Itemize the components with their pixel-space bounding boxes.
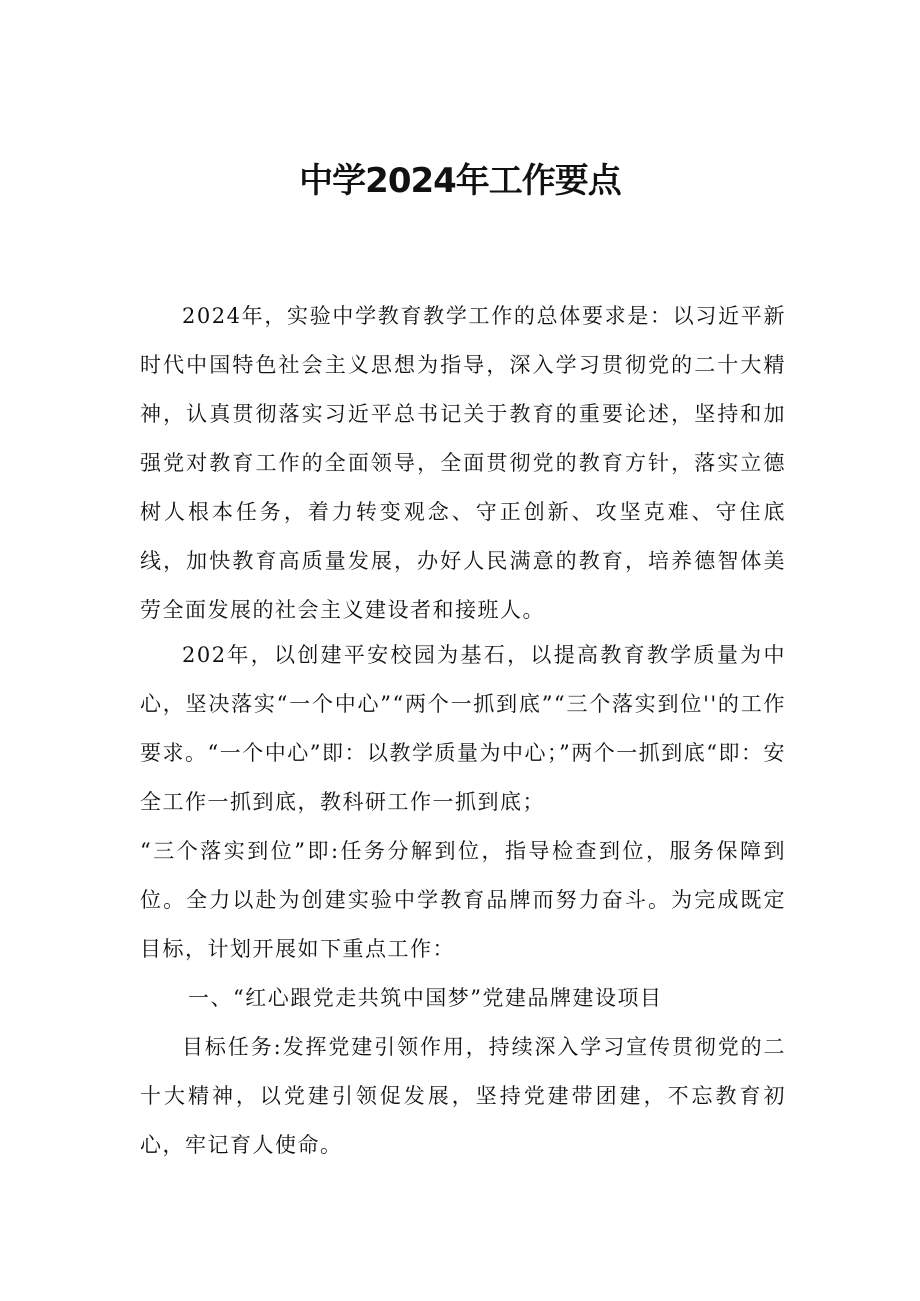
paragraph-target-tasks: 目标任务:发挥党建引领作用，持续深入学习宣传贯彻党的二十大精神，以党建引领促发展，坚持党建带团建，不忘教育初心，牢记育人使命。 [140, 1035, 786, 1157]
paragraph-annual-focus: 202年，以创建平安校园为基石，以提高教育教学质量为中心，坚决落实“一个中心”“两个一抓到底”“三个落实到位''的工作要求。“一个中心”即：以教学质量为中心；”两个一抓到底“即：安全工作一抓到底，教科研工作一抓到底； [140, 643, 786, 814]
paragraph-three-implementations: “三个落实到位”即:任务分解到位，指导检查到位，服务保障到位。全力以赴为创建实验中学教育品牌而努力奋斗。为完成既定目标，计划开展如下重点工作： [140, 839, 786, 961]
section-heading-party-building: 一、“红心跟党走共筑中国梦”党建品牌建设项目 [188, 986, 663, 1010]
document-title: 中学2024年工作要点 [299, 161, 621, 201]
paragraph-general-requirements: 2024年，实验中学教育教学工作的总体要求是：以习近平新时代中国特色社会主义思想为指导，深入学习贯彻党的二十大精神，认真贯彻落实习近平总书记关于教育的重要论述，坚持和加强党对教育工作的全面领导，全面贯彻党的教育方针，落实立德树人根本任务，着力转变观念、守正创新、攻坚克难、守住底线，加快教育高质量发展，办好人民满意的教育，培养德智体美劳全面发展的社会主义建设者和接班人。 [140, 304, 786, 622]
